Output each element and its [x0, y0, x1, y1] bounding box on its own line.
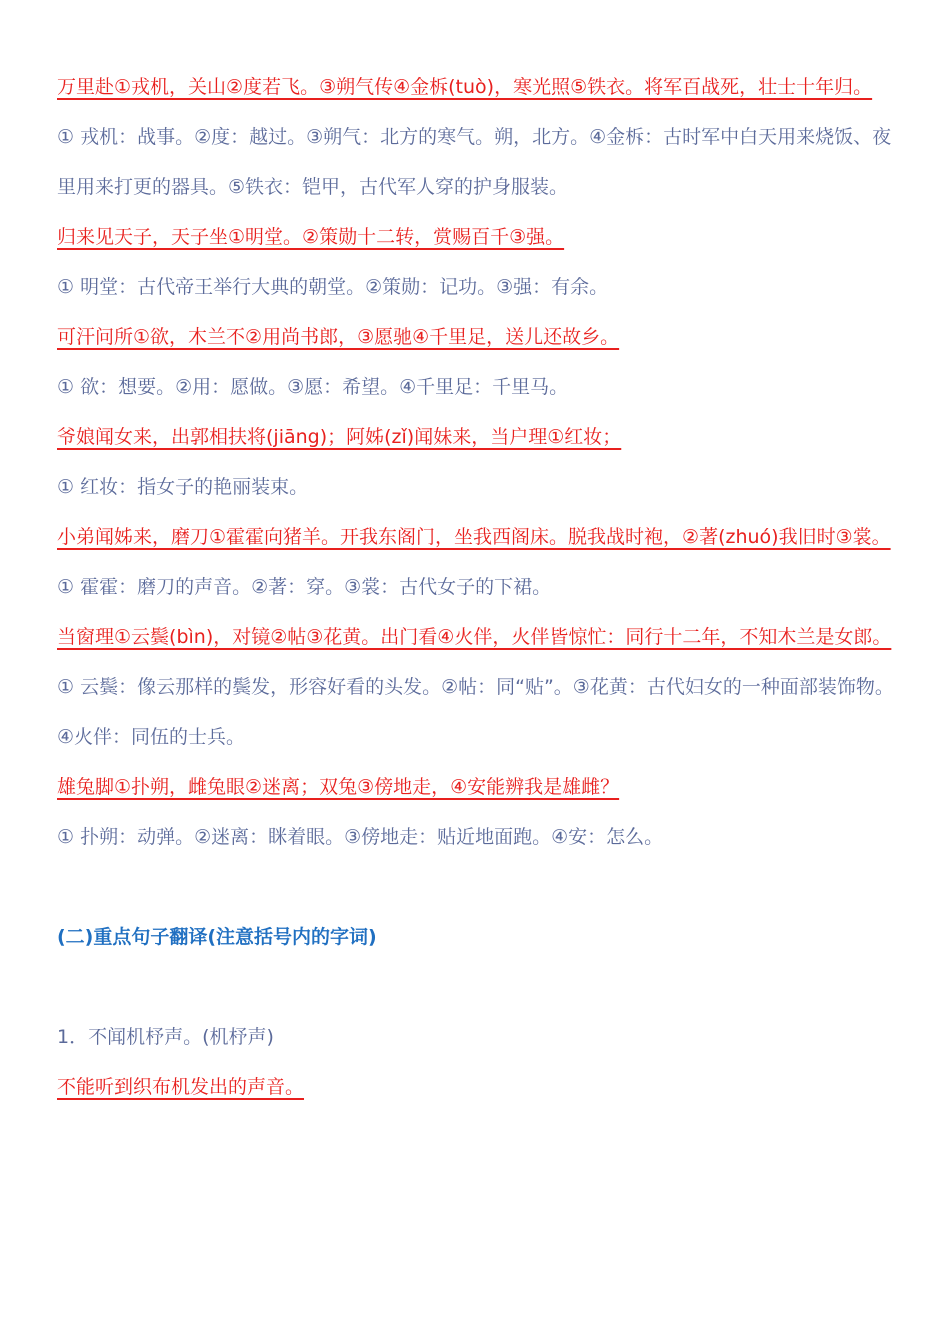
- verse-notes: ① 云鬓：像云那样的鬓发，形容好看的头发。②帖：同“贴”。③花黄：古代妇女的一种面部装饰物。④火伴：同伍的士兵。: [57, 676, 894, 748]
- verse-notes: ① 扑朔：动弹。②迷离：眯着眼。③傍地走：贴近地面跑。④安：怎么。: [57, 826, 664, 848]
- verse-notes: ① 红妆：指女子的艳丽装束。: [57, 476, 309, 498]
- poem-verse: 万里赴①戎机，关山②度若飞。③朔气传④金柝(tuò)，寒光照⑤铁衣。将军百战死，壮士十年归。: [57, 76, 873, 98]
- verse-notes: ① 欲：想要。②用：愿做。③愿：希望。④千里足：千里马。: [57, 376, 569, 398]
- verse-notes: ① 霍霍：磨刀的声音。②著：穿。③裳：古代女子的下裙。: [57, 576, 552, 598]
- translation-question-1: 1．不闻机杼声。(机杼声): [57, 1026, 274, 1048]
- translation-answer-1: 不能听到织布机发出的声音。: [57, 1076, 305, 1098]
- spacer: [57, 962, 897, 1012]
- poem-verse: 小弟闻姊来，磨刀①霍霍向猪羊。开我东阁门，坐我西阁床。脱我战时袍，②著(zhuó)我旧时③裳。: [57, 526, 891, 548]
- poem-verse: 归来见天子，天子坐①明堂。②策勋十二转，赏赐百千③强。: [57, 226, 565, 248]
- section-heading: (二)重点句子翻译(注意括号内的字词): [57, 926, 377, 948]
- poem-verse: 当窗理①云鬓(bìn)，对镜②帖③花黄。出门看④火伴，火伴皆惊忙：同行十二年，不知木兰是女郎。: [57, 626, 892, 648]
- poem-verse: 可汗问所①欲，木兰不②用尚书郎，③愿驰④千里足，送儿还故乡。: [57, 326, 620, 348]
- poem-verse: 爷娘闻女来，出郭相扶将(jiāng)；阿姊(zǐ)闻妹来，当户理①红妆；: [57, 426, 622, 448]
- annotated-poem: [57, 62, 897, 862]
- spacer: [57, 862, 897, 912]
- poem-verse: 雄兔脚①扑朔，雌兔眼②迷离；双兔③傍地走，④安能辨我是雄雌？: [57, 776, 620, 798]
- verse-notes: ① 明堂：古代帝王举行大典的朝堂。②策勋：记功。③强：有余。: [57, 276, 609, 298]
- document-page: [57, 62, 897, 1112]
- verse-notes: ① 戎机：战事。②度：越过。③朔气：北方的寒气。朔，北方。④金柝：古时军中白天用来烧饭、夜里用来打更的器具。⑤铁衣：铠甲，古代军人穿的护身服装。: [57, 126, 892, 198]
